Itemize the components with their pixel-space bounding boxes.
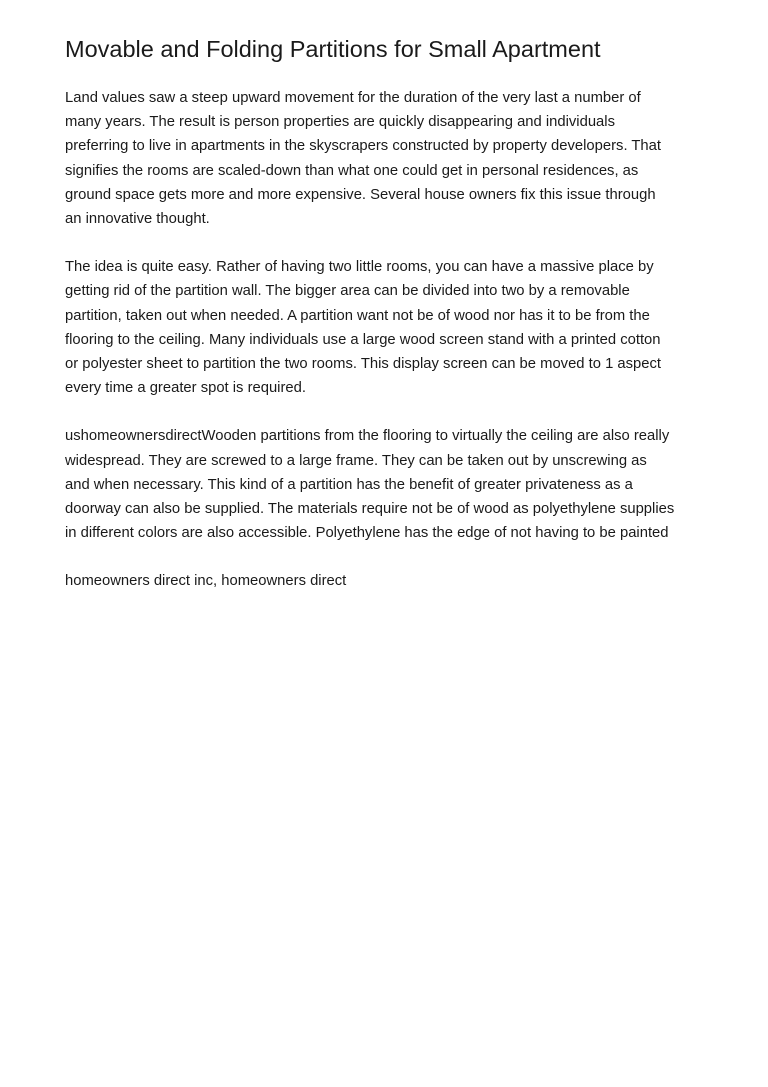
paragraph-line: doorway can also be supplied. The materials require not be of wood as polyethylene supplies bbox=[65, 501, 675, 518]
paragraph-line: every time a greater spot is required. bbox=[65, 380, 306, 397]
paragraph-line: and when necessary. This kind of a partition has the benefit of greater privateness as a bbox=[65, 476, 633, 493]
paragraph-line: many years. The result is person properties are quickly disappearing and individuals bbox=[65, 114, 615, 131]
paragraph-line: signifies the rooms are scaled-down than what one could get in personal residences, as bbox=[65, 162, 639, 179]
page-title: Movable and Folding Partitions for Small Apartment bbox=[65, 36, 601, 62]
paragraph-line: The idea is quite easy. Rather of having two little rooms, you can have a massive place by bbox=[65, 259, 654, 276]
paragraph-land-values bbox=[65, 86, 708, 231]
paragraph-line: in different colors are also accessible. Polyethylene has the edge of not having to be painted bbox=[65, 525, 669, 542]
paragraph-line: an innovative thought. bbox=[65, 211, 210, 228]
paragraph-line: preferring to live in apartments in the skyscrapers constructed by property developers. That bbox=[65, 138, 662, 155]
paragraph-line: ground space gets more and more expensive. Several house owners fix this issue through bbox=[65, 186, 656, 203]
paragraph-wooden-partitions bbox=[65, 424, 708, 545]
paragraph-line: Land values saw a steep upward movement for the duration of the very last a number of bbox=[65, 90, 641, 106]
paragraph-line: ushomeownersdirectWooden partitions from the flooring to virtually the ceiling are also really bbox=[65, 428, 670, 445]
paragraph-line: widespread. They are screwed to a large frame. They can be taken out by unscrewing as bbox=[65, 452, 647, 469]
paragraph-line: or polyester sheet to partition the two rooms. This display screen can be moved to 1 aspect bbox=[65, 356, 662, 373]
paragraph-line: flooring to the ceiling. Many individuals use a large wood screen stand with a printed cotton bbox=[65, 331, 661, 348]
paragraph-line: getting rid of the partition wall. The bigger area can be divided into two by a removable bbox=[65, 283, 630, 300]
paragraph-line: partition, taken out when needed. A partition want not be of wood nor has it to be from the bbox=[65, 307, 650, 324]
tags-line: homeowners direct inc, homeowners direct bbox=[65, 573, 347, 590]
paragraph-idea bbox=[65, 255, 708, 400]
